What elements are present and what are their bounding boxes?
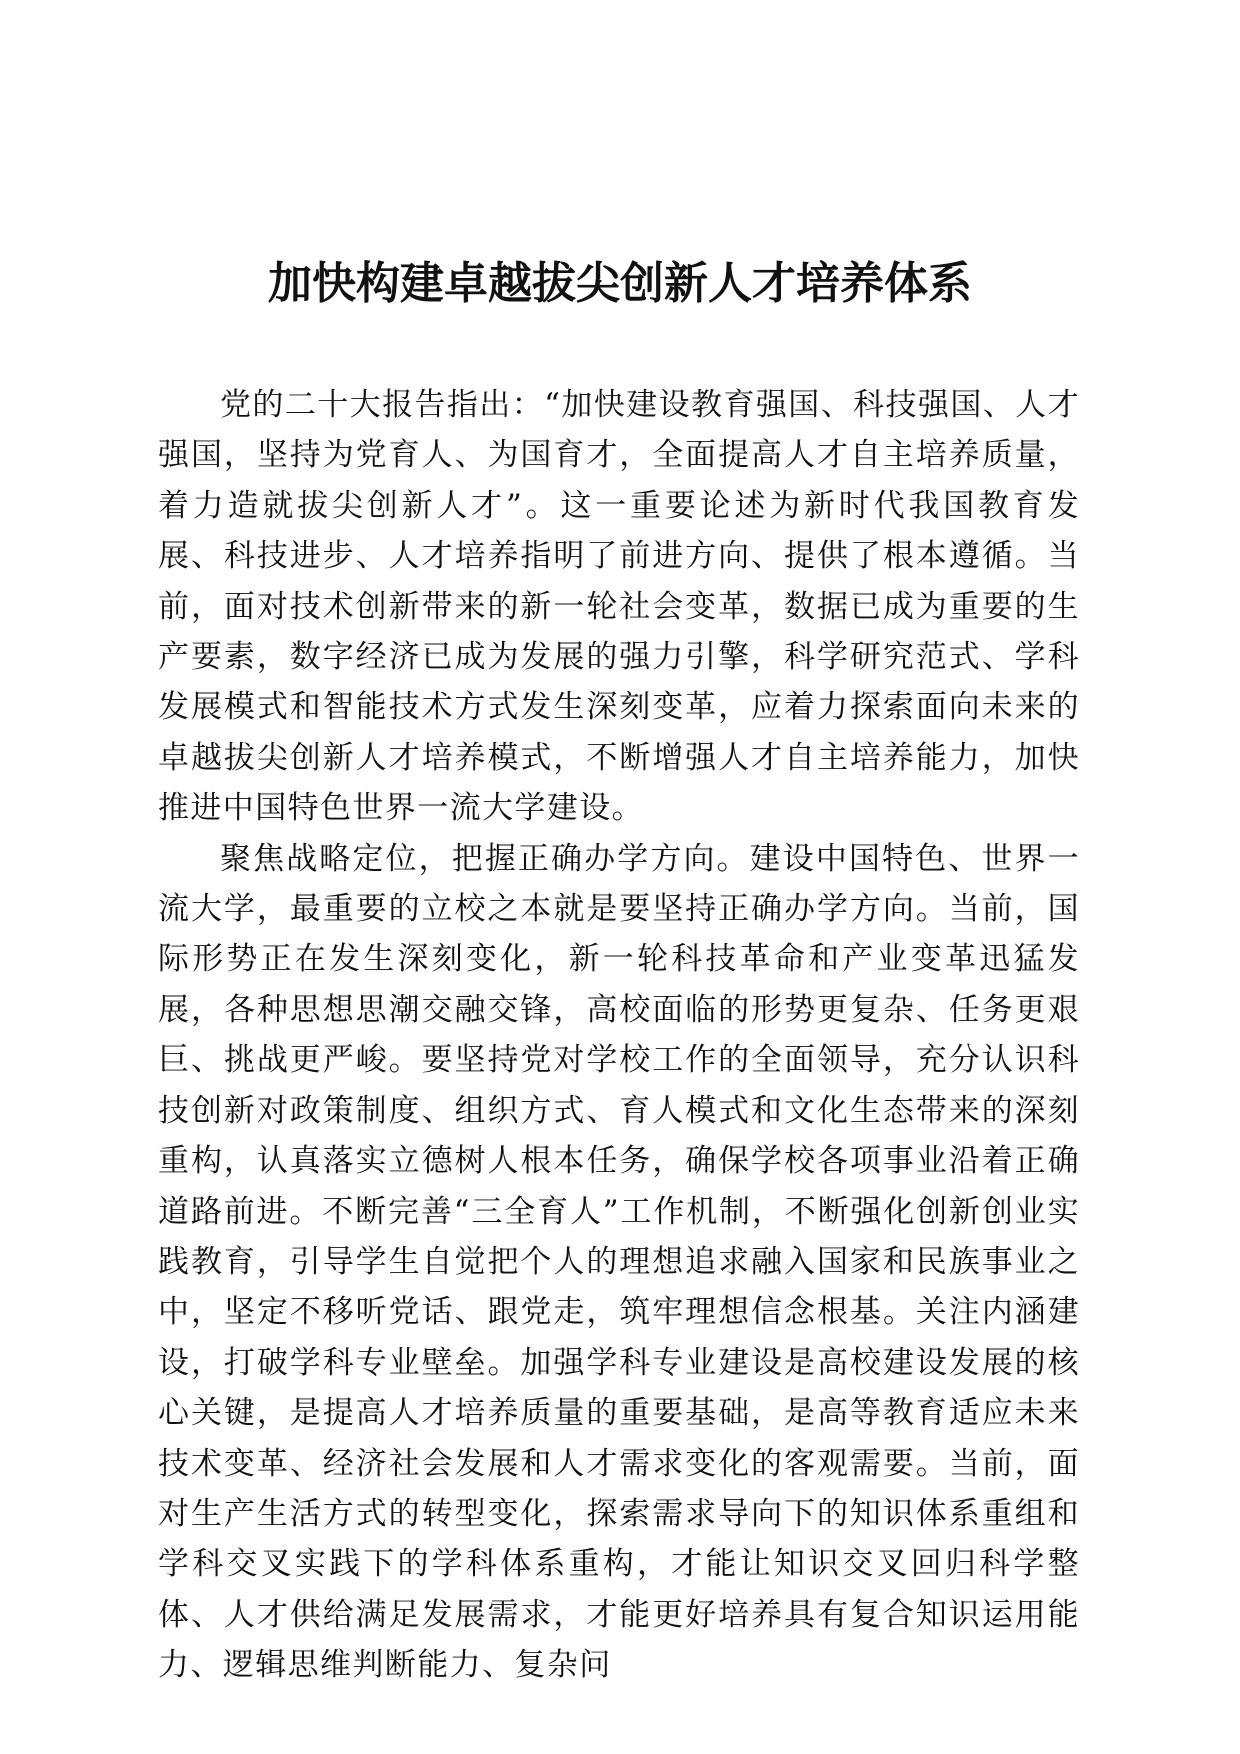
document-body <box>158 380 1080 1691</box>
document-title: 加快构建卓越拔尖创新人才培养体系 <box>268 258 972 309</box>
paragraph-2: 聚焦战略定位，把握正确办学方向。建设中国特色、世界一流大学，最重要的立校之本就是要坚持正确办学方向。当前，国际形势正在发生深刻变化，新一轮科技革命和产业变革迅猛发展，各种思想思潮交融交锋，高校面临的形势更复杂、任务更艰巨、挑战更严峻。要坚持党对学校工作的全面领导，充分认识科技创新对政策制度、组织方式、育人模式和文化生态带来的深刻重构，认真落实立德树人根本任务，确保学校各项事业沿着正确道路前进。不断完善“三全育人”工作机制，不断强化创新创业实践教育，引导学生自觉把个人的理想追求融入国家和民族事业之中，坚定不移听党话、跟党走，筑牢理想信念根基。关注内涵建设，打破学科专业壁垒。加强学科专业建设是高校建设发展的核心关键，是提高人才培养质量的重要基础，是高等教育适应未来技术变革、经济社会发展和人才需求变化的客观需要。当前，面对生产生活方式的转型变化，探索需求导向下的知识体系重组和学科交叉实践下的学科体系重构，才能让知识交叉回归科学整体、人才供给满足发展需求，才能更好培养具有复合知识运用能力、逻辑思维判断能力、复杂问 <box>158 840 1080 1684</box>
paragraph-1: 党的二十大报告指出：“加快建设教育强国、科技强国、人才强国，坚持为党育人、为国育才，全面提高人才自主培养质量，着力造就拔尖创新人才”。这一重要论述为新时代我国教育发展、科技进步、人才培养指明了前进方向、提供了根本遵循。当前，面对技术创新带来的新一轮社会变革，数据已成为重要的生产要素，数字经济已成为发展的强力引擎，科学研究范式、学科发展模式和智能技术方式发生深刻变革，应着力探索面向未来的卓越拔尖创新人才培养模式，不断增强人才自主培养能力，加快推进中国特色世界一流大学建设。 <box>158 387 1080 827</box>
